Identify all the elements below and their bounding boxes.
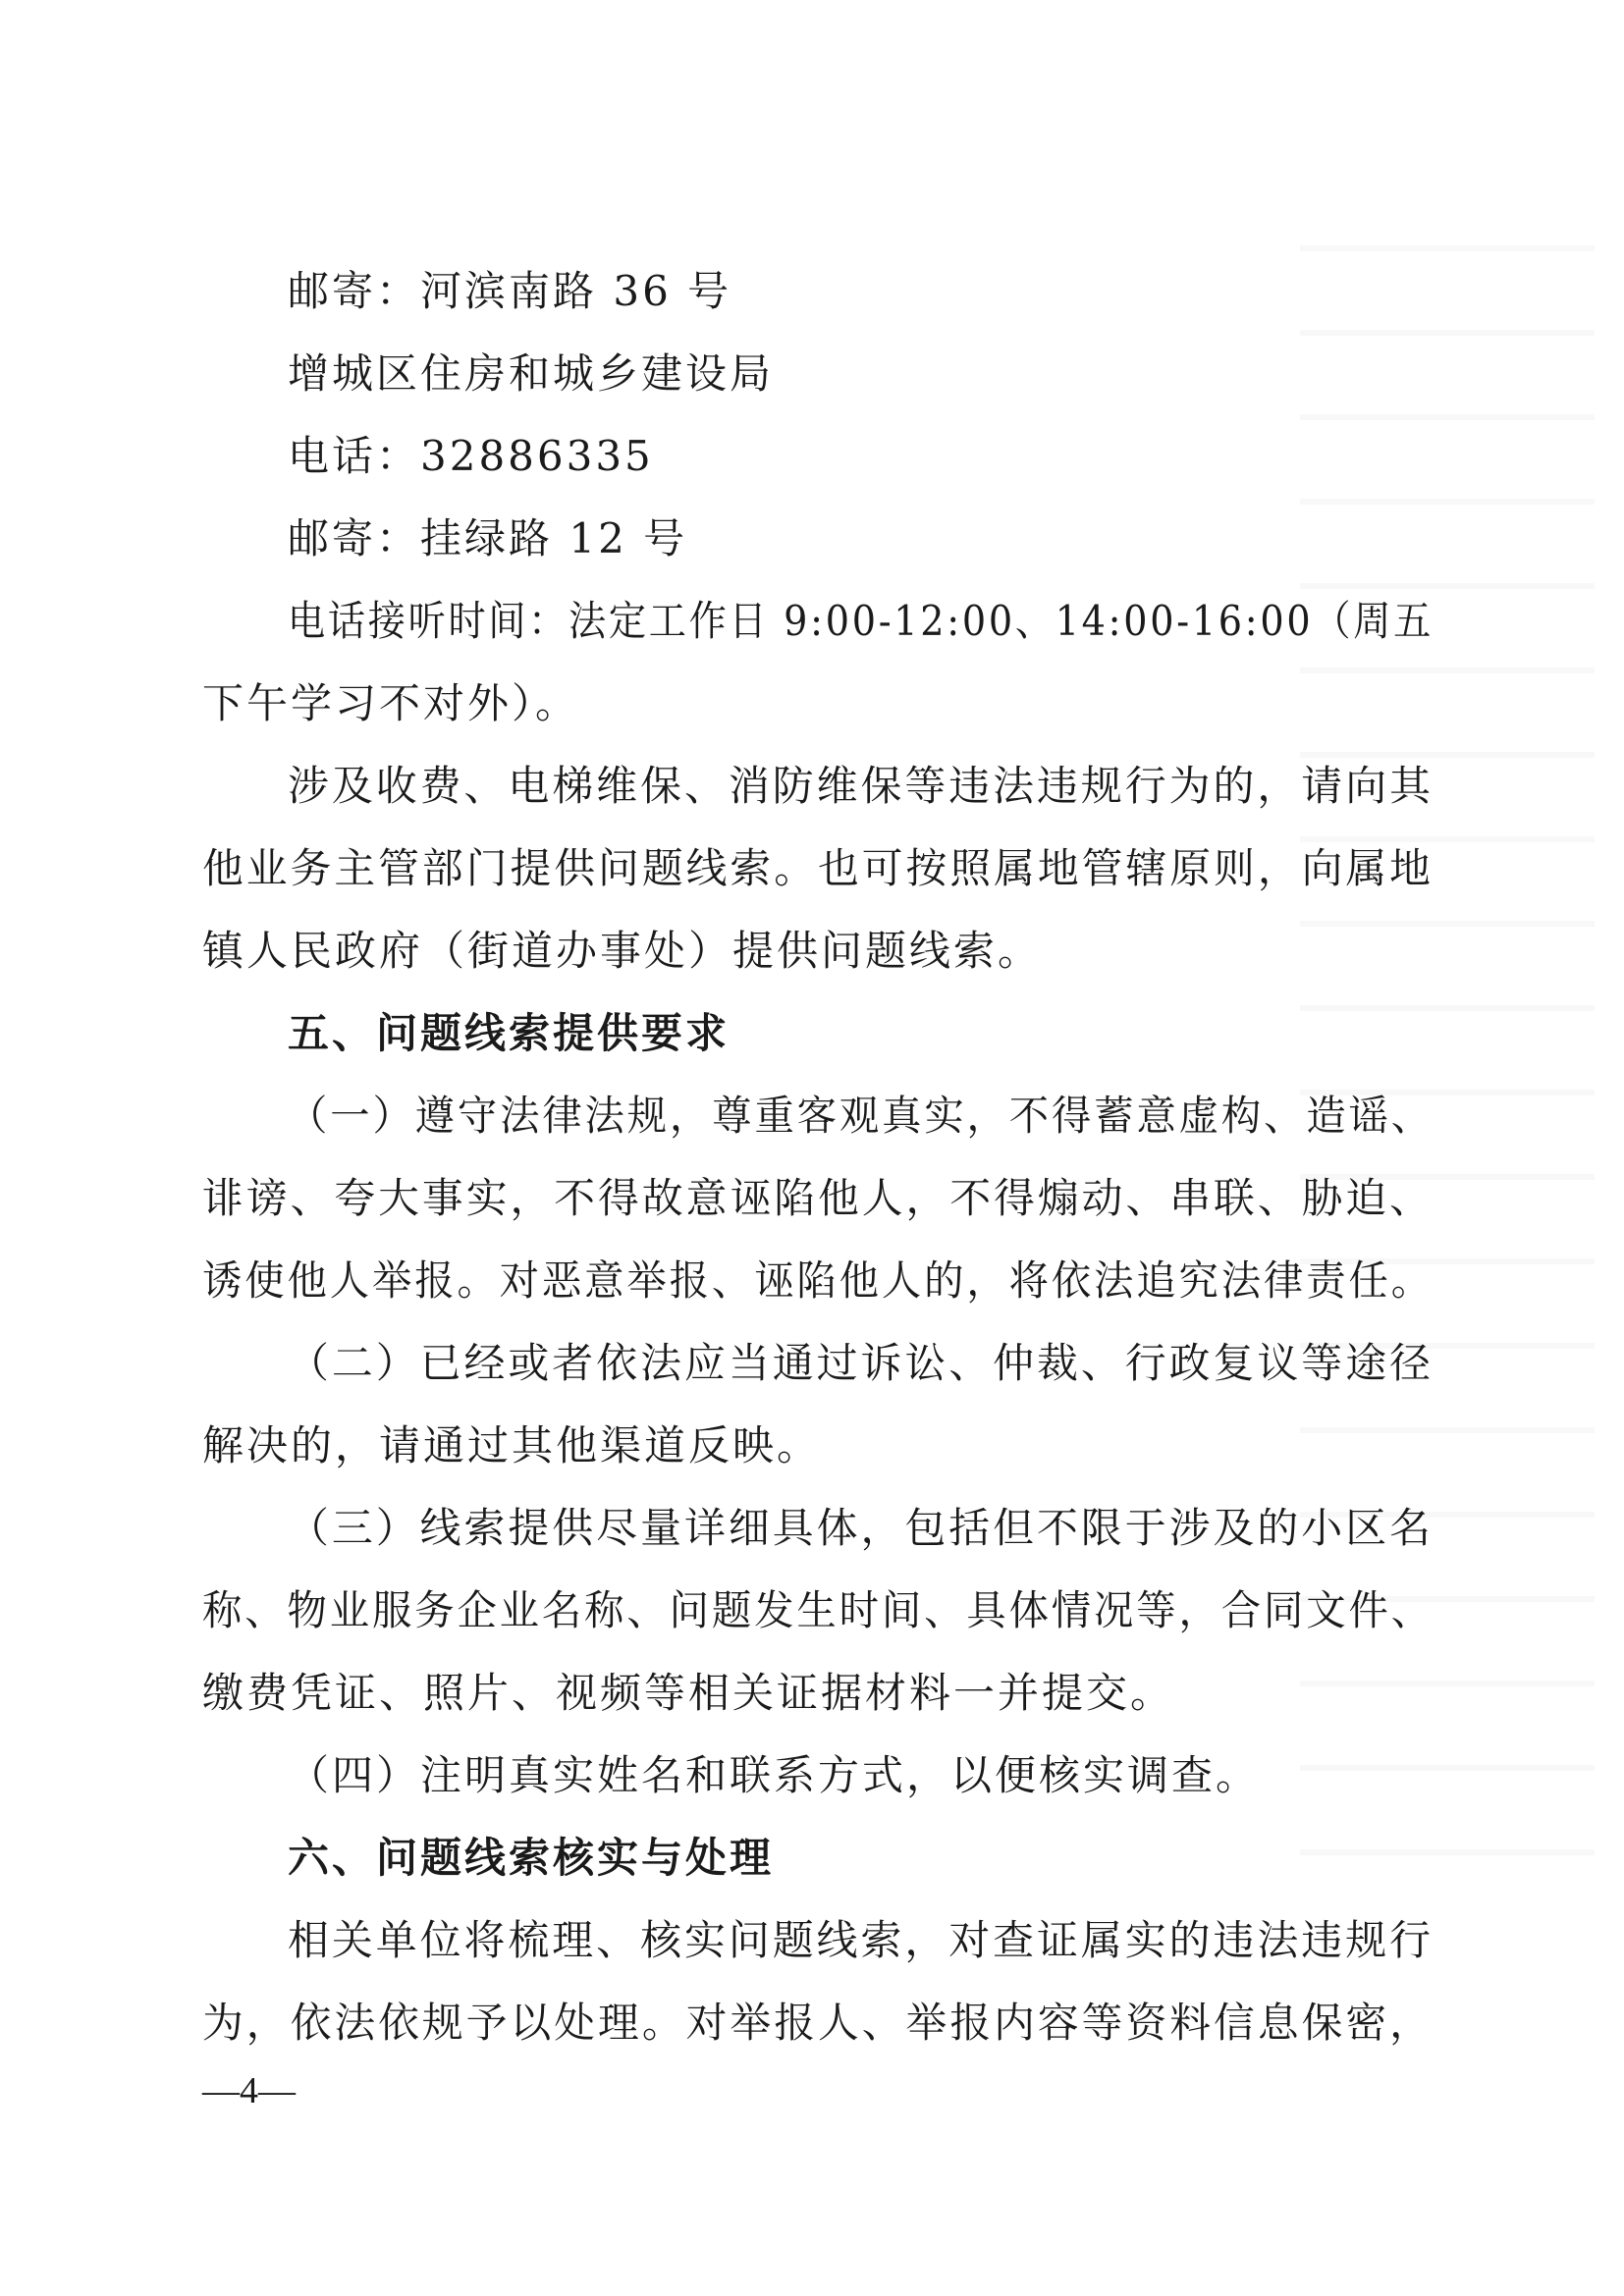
paragraph-line: 他业务主管部门提供问题线索。也可按照属地管辖原则，向属地 xyxy=(202,844,1434,892)
page-number: —4— xyxy=(202,2070,296,2111)
paragraph-line: 称、物业服务企业名称、问题发生时间、具体情况等，合同文件、 xyxy=(202,1586,1434,1634)
paragraph-line: 诱使他人举报。对恶意举报、诬陷他人的，将依法追究法律责任。 xyxy=(202,1256,1434,1305)
department-name-line: 增城区住房和城乡建设局 xyxy=(288,349,775,398)
paragraph-line: 缴费凭证、照片、视频等相关证据材料一并提交。 xyxy=(202,1669,1175,1717)
paragraph-line: 诽谤、夸大事实，不得故意诬陷他人，不得煽动、串联、胁迫、 xyxy=(202,1174,1434,1222)
paragraph-line: （四）注明真实姓名和联系方式，以便核实调查。 xyxy=(288,1751,1261,1799)
paragraph-line: （二）已经或者依法应当通过诉讼、仲裁、行政复议等途径 xyxy=(288,1339,1434,1387)
paragraph-line: （一）遵守法律法规，尊重客观真实，不得蓄意虚构、造谣、 xyxy=(288,1092,1435,1140)
section-heading-5: 五、问题线索提供要求 xyxy=(288,1009,731,1057)
phone-line: 电话：32886335 xyxy=(288,432,654,480)
paragraph-line: （三）线索提供尽量详细具体，包括但不限于涉及的小区名 xyxy=(288,1504,1434,1552)
phone-hours-line: 电话接听时间：法定工作日 9:00-12:00、14:00-16:00（周五 xyxy=(288,597,1434,645)
show-through-bleed xyxy=(1300,245,1595,1914)
paragraph-line: 解决的，请通过其他渠道反映。 xyxy=(202,1421,822,1469)
section-heading-6: 六、问题线索核实与处理 xyxy=(288,1834,775,1882)
mail-address-line-2: 邮寄：挂绿路 12 号 xyxy=(288,514,688,562)
phone-hours-line-cont: 下午学习不对外）。 xyxy=(202,679,580,727)
paragraph-line: 镇人民政府（街道办事处）提供问题线索。 xyxy=(202,927,1043,975)
paragraph-line: 相关单位将梳理、核实问题线索，对查证属实的违法违规行 xyxy=(288,1916,1434,1964)
paragraph-line: 涉及收费、电梯维保、消防维保等违法违规行为的，请向其 xyxy=(288,762,1434,810)
mail-address-line-1: 邮寄：河滨南路 36 号 xyxy=(288,267,732,315)
paragraph-line: 为，依法依规予以处理。对举报人、举报内容等资料信息保密， xyxy=(202,1999,1434,2047)
